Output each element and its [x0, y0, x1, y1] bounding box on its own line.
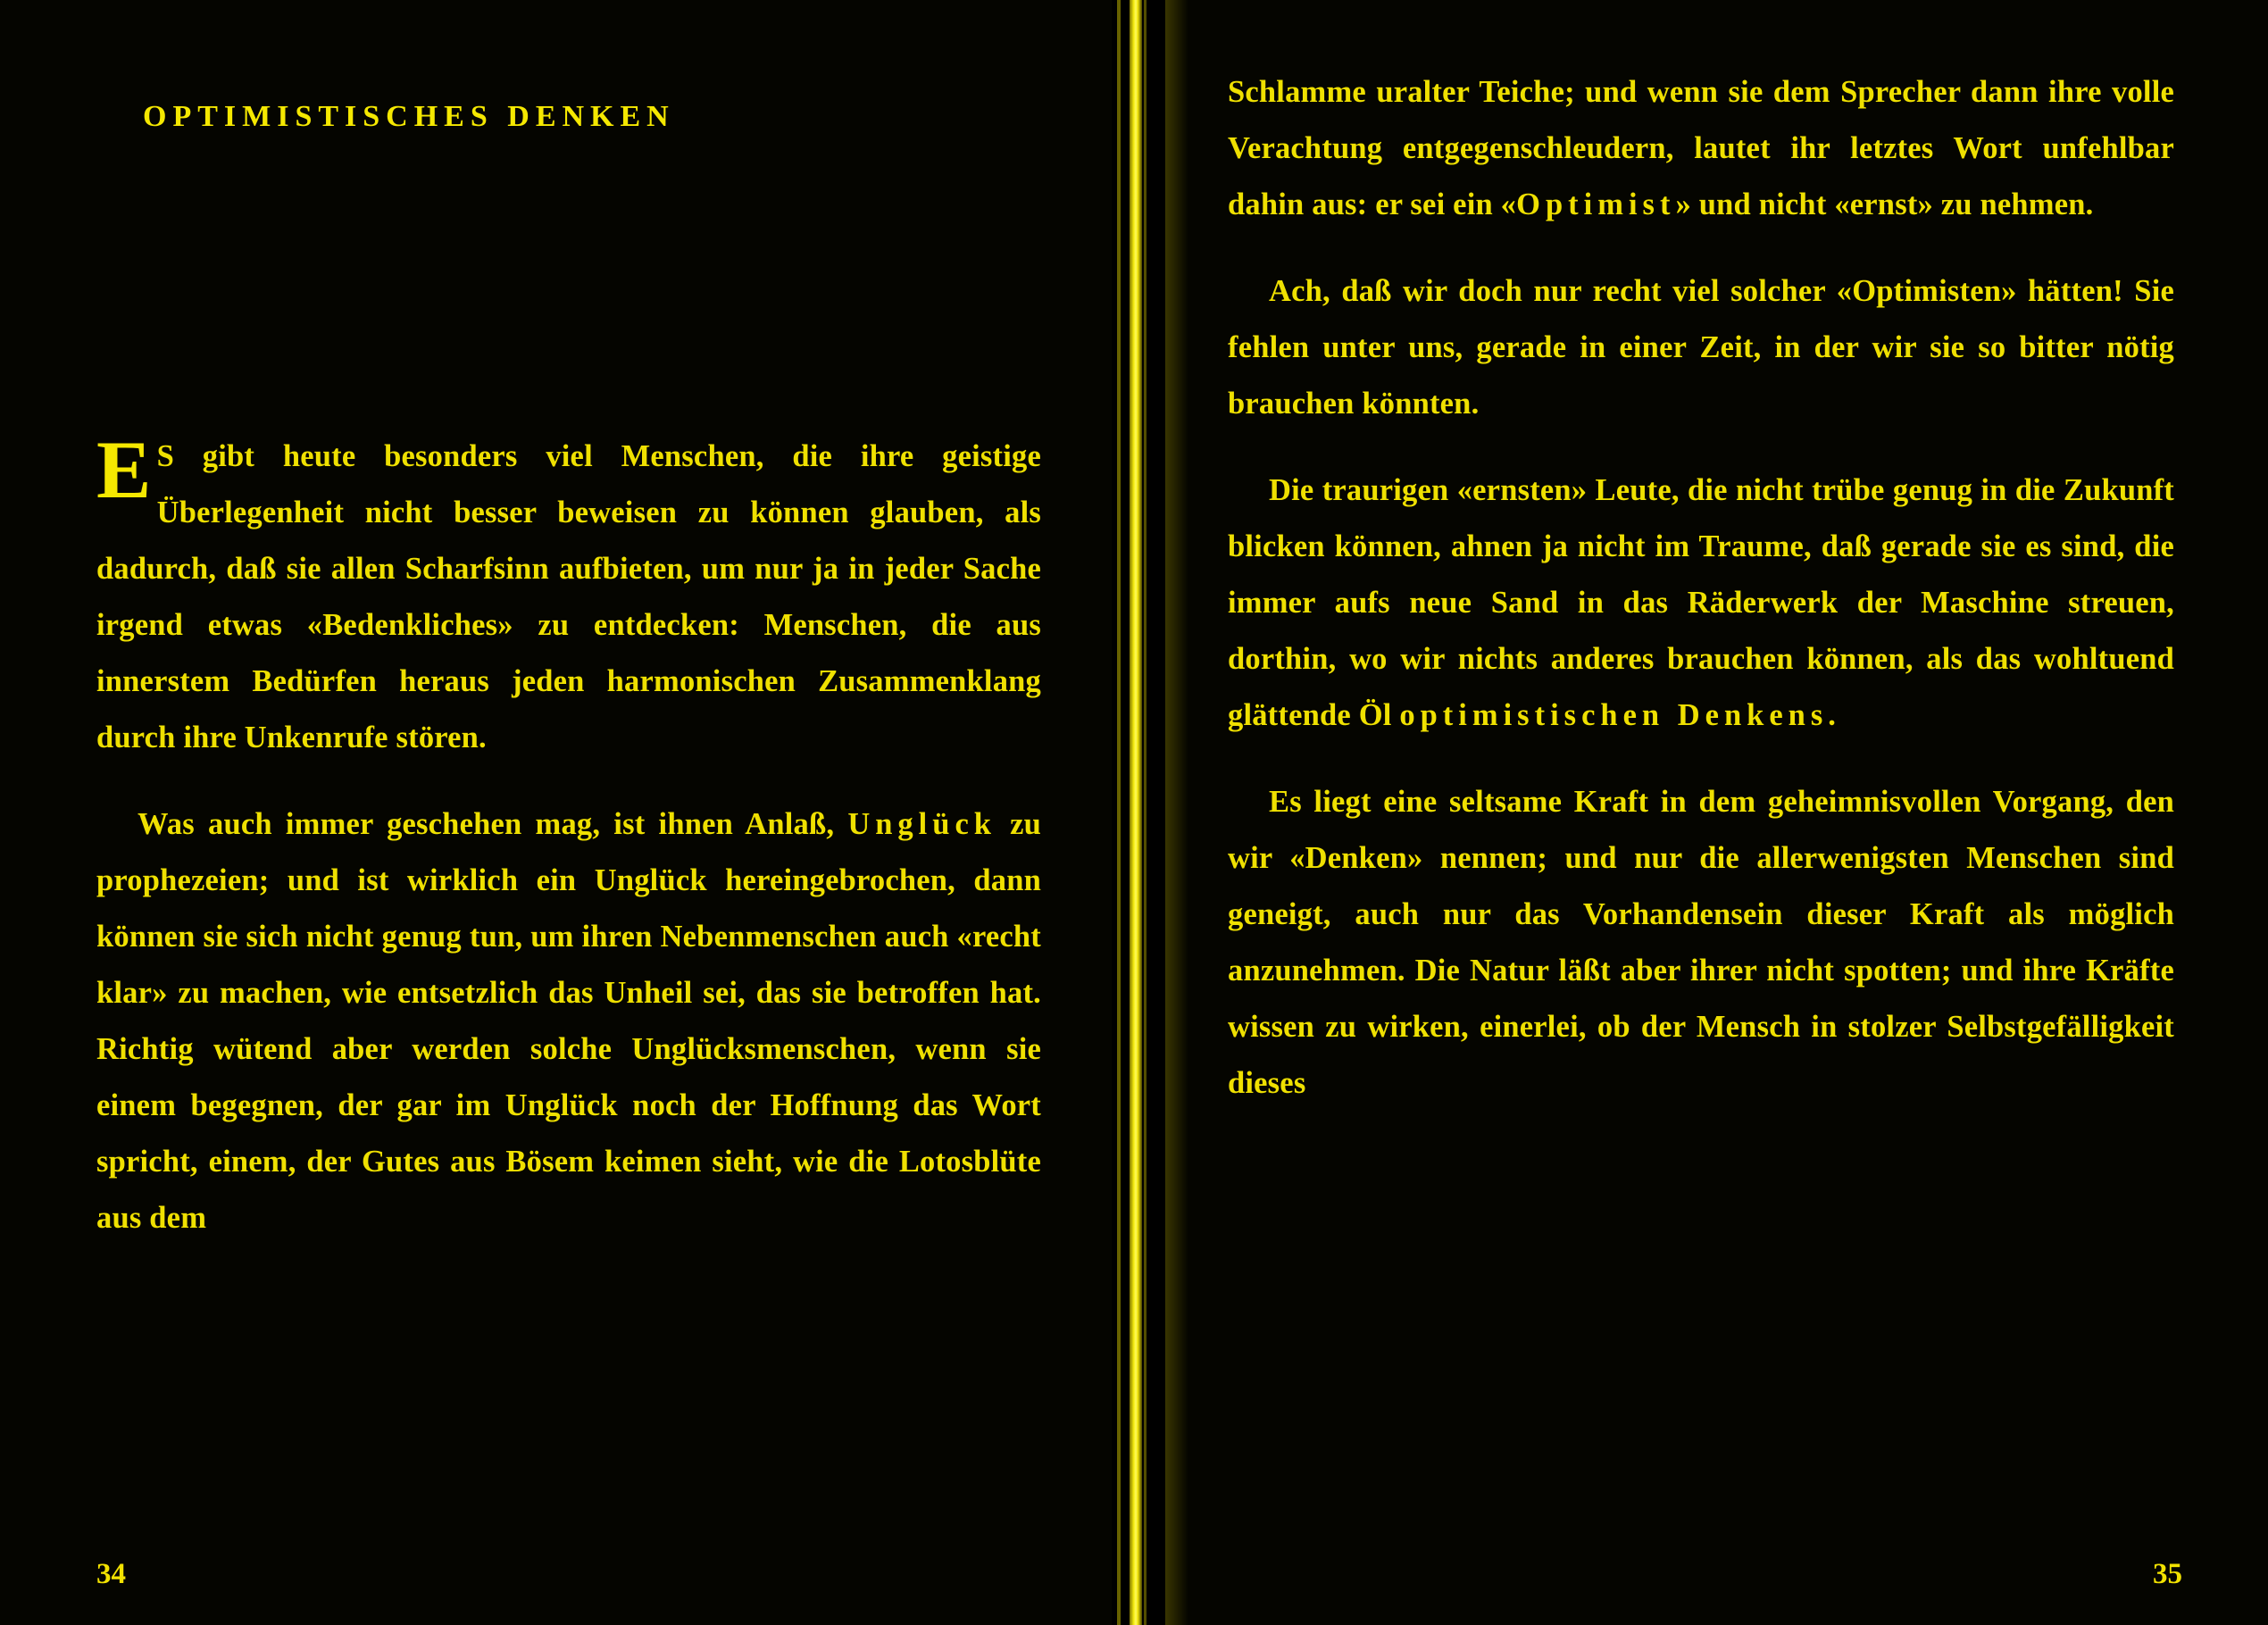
paragraph-1-text: S gibt heute besonders viel Menschen, die ihre geistige Überlegenheit nicht besser beweisen zu können glauben, als dadurch, daß sie allen Scharfsinn aufbieten, um nur ja in jeder Sache irgend etwas «Bedenkliches» zu entdecken: Menschen, die aus innerstem Bedürfen heraus jeden harmonischen Zusammenklang durch ihre Unkenrufe stören. [96, 439, 1041, 754]
paragraph-3 [1228, 64, 2174, 233]
paragraph-5-text-part1: Die traurigen «ernsten» Leute, die nicht trübe genug in die Zukunft blicken können, ahnen ja nicht im Traume, daß gerade sie es sind, die immer aufs neue Sand in das Räderwerk der Maschine streuen, dorthin, wo wir nichts anderes brauchen können, als das wohltuend glättende Öl [1228, 473, 2174, 732]
paragraph-6: Es liegt eine seltsame Kraft in dem geheimnisvollen Vorgang, den wir «Denken» nennen; und nur die allerwenigsten Menschen sind geneigt, auch nur das Vorhandensein dieser Kraft als möglich anzunehmen. Die Natur läßt aber ihrer nicht spotten; und ihre Kräfte wissen zu wirken, einerlei, ob der Mensch in stolzer Selbstgefälligkeit dieses [1228, 785, 2174, 1100]
left-text-block [96, 0, 1041, 1625]
paragraph-3-emphasis: Optimist [1516, 188, 1676, 221]
paragraph-1 [96, 424, 1041, 766]
paragraph-2-emphasis: Unglück [847, 807, 996, 841]
paragraph-5-text-part2: . [1828, 698, 1837, 732]
page-title: OPTIMISTISCHES DENKEN [143, 100, 675, 133]
paragraph-3-text-part2: » und nicht «ernst» zu nehmen. [1675, 188, 2094, 221]
paragraph-5-emphasis: optimistischen Denkens [1399, 698, 1829, 732]
drop-cap: E [96, 424, 152, 515]
paragraph-2-text-part2: zu prophezeien; und ist wirklich ein Unglück hereingebrochen, dann können sie sich nicht genug tun, um ihren Nebenmenschen auch «recht klar» zu machen, wie entsetzlich das Unheil sei, das sie betroffen hat. Richtig wütend aber werden solche Unglücksmenschen, wenn sie einem begegnen, der gar im Unglück noch der Hoffnung das Wort spricht, einem, der Gutes aus Bösem keimen sieht, wie die Lotosblüte aus dem [96, 807, 1041, 1235]
gutter-seam-edge [1144, 0, 1147, 1625]
paragraph-3-text-part1: Schlamme uralter Teiche; und wenn sie dem Sprecher dann ihre volle Verachtung entgegenschleudern, lautet ihr letztes Wort unfehlbar dahin aus: er sei ein « [1228, 75, 2174, 221]
right-text-block [1228, 0, 2174, 1625]
right-page [1165, 0, 2268, 1625]
paragraph-5 [1228, 462, 2174, 744]
paragraph-2-text-part1: Was auch immer geschehen mag, ist ihnen Anlaß, [138, 807, 848, 841]
page-number-right: 35 [2153, 1558, 2182, 1590]
page-edge-shadow [1165, 0, 1188, 1625]
page-number-left: 34 [96, 1558, 126, 1590]
gutter-seam-thin [1117, 0, 1121, 1625]
left-page [0, 0, 1112, 1625]
book-gutter [1112, 0, 1165, 1625]
paragraph-2 [96, 796, 1041, 1246]
gutter-seam-bright [1130, 0, 1142, 1625]
paragraph-4: Ach, daß wir doch nur recht viel solcher «Optimisten» hätten! Sie fehlen unter uns, gerade in einer Zeit, in der wir sie so bitter nötig brauchen könnten. [1228, 274, 2174, 421]
